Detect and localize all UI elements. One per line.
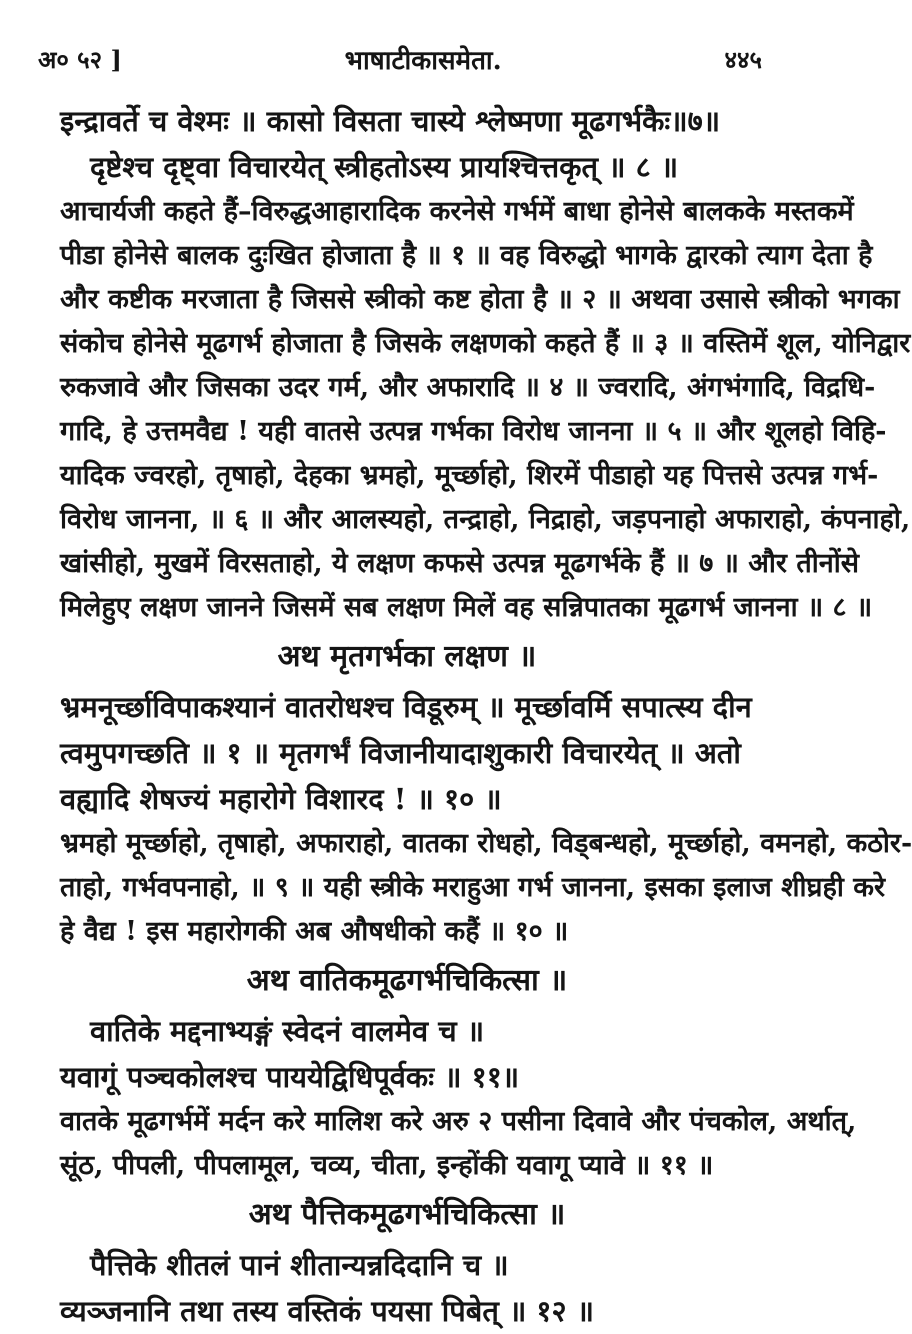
page-number: ४४५ (724, 44, 762, 74)
section-heading: अथ पैत्तिकमूढगर्भचिकित्सा ॥ (248, 1197, 566, 1232)
verse-line: त्वमुपगच्छति ॥ १ ॥ मृतगर्भं विजानीयादाशुकारी विचारयेत् ॥ अतो (60, 736, 741, 770)
verse-line: वह्यादि शेषज्यं महारोगे विशारद ! ॥ १० ॥ (60, 782, 502, 816)
commentary-line: विरोध जानना, ॥ ६ ॥ और आलस्यहो, तन्द्राहो, निद्राहो, जड़पनाहो अफाराहो, कंपनाहो, (60, 504, 911, 535)
commentary-block-1 (60, 190, 911, 630)
commentary-block-3 (60, 1100, 857, 1188)
commentary-line: आचार्यजी कहते हैं–विरुद्धआहारादिक करनेसे गर्भमें बाधा होनेसे बालकके मस्तकमें (60, 196, 854, 227)
commentary-line: सूंठ, पीपली, पीपलामूल, चव्य, चीता, इन्होंकी यवागू प्यावे ॥ ११ ॥ (60, 1150, 714, 1181)
commentary-block-2 (60, 822, 912, 954)
verse-block-4 (60, 1242, 754, 1334)
section-heading: अथ वातिकमूढगर्भचिकित्सा ॥ (246, 963, 568, 998)
book-title: भाषाटीकासमेता. (344, 46, 502, 76)
commentary-line: रुकजावे और जिसका उदर गर्म, और अफारादि ॥ ४ ॥ ज्वरादि, अंगभंगादि, विद्रधि- (60, 372, 876, 403)
commentary-line: यादिक ज्वरहो, तृषाहो, देहका भ्रमहो, मूर्च्छाहो, शिरमें पीडाहो यह पित्तसे उत्पन्न गर्भ- (60, 460, 879, 491)
commentary-line: खांसीहो, मुखमें विरसताहो, ये लक्षण कफसे उत्पन्न मूढगर्भके हैं ॥ ७ ॥ और तीनोंसे (60, 548, 859, 579)
commentary-line: हे वैद्य ! इस महारोगकी अब औषधीको कहैं ॥ १० ॥ (60, 916, 569, 947)
verse-line: यवागूं पञ्चकोलश्च पाययेद्विधिपूर्वकः ॥ ११॥ (60, 1060, 520, 1094)
commentary-line: वातके मूढगर्भमें मर्दन करे मालिश करे अरु २ पसीना दिवावे और पंचकोल, अर्थात्, (60, 1106, 857, 1137)
verse-line: व्यञ्जनानि तथा तस्य वस्तिकं पयसा पिबेत् ॥ १२ ॥ (60, 1294, 595, 1328)
verse-line: पैत्तिके शीतलं पानं शीतान्यन्नदिदानि च ॥ (90, 1248, 509, 1282)
verse-block-1 (60, 98, 754, 190)
verse-block-2 (60, 684, 754, 822)
commentary-line: संकोच होनेसे मूढगर्भ होजाता है जिसके लक्षणको कहते हैं ॥ ३ ॥ वस्तिमें शूल, योनिद्वार (60, 328, 911, 359)
verse-line: भ्रमनूर्च्छाविपाकश्यानं वातरोधश्च विडूरुम् ॥ मूर्च्छावर्मि सपात्स्य दीन (60, 690, 752, 724)
verse-block-3 (60, 1008, 754, 1100)
verse-line: वातिके मद्दनाभ्यङ्गं स्वेदनं वालमेव च ॥ (90, 1014, 485, 1048)
commentary-line: मिलेहुए लक्षण जानने जिसमें सब लक्षण मिलें वह सन्निपातका मूढगर्भ जानना ॥ ८ ॥ (60, 592, 873, 623)
section-heading: अथ मृतगर्भका लक्षण ॥ (277, 639, 537, 674)
commentary-line: पीडा होनेसे बालक दुःखित होजाता है ॥ १ ॥ वह विरुद्धो भागके द्वारको त्याग देता है (60, 240, 873, 271)
commentary-line: ताहो, गर्भवपनाहो, ॥ ९ ॥ यही स्त्रीके मराहुआ गर्भ जानना, इसका इलाज शीघ्रही करे (60, 872, 885, 903)
page-body (60, 98, 912, 1334)
running-header (38, 42, 762, 76)
chapter-marker: अ० ५२ ] (38, 44, 122, 74)
commentary-line: गादि, हे उत्तमवैद्य ! यही वातसे उत्पन्न गर्भका विरोध जानना ॥ ५ ॥ और शूलहो विहि- (60, 416, 887, 447)
commentary-line: भ्रमहो मूर्च्छाहो, तृषाहो, अफाराहो, वातका रोधहो, विड्बन्धहो, मूर्च्छाहो, वमनहो, कठोर- (60, 828, 912, 859)
commentary-line: और कष्टीक मरजाता है जिससे स्त्रीको कष्ट होता है ॥ २ ॥ अथवा उसासे स्त्रीको भगका (60, 284, 900, 315)
verse-line: इन्द्रावर्ते च वेश्मः ॥ कासो विसता चास्ये श्लेष्मणा मूढगर्भकैः॥७॥ (60, 104, 721, 138)
verse-line: दृष्टेश्च दृष्ट्वा विचारयेत् स्त्रीहतोऽस्य प्रायश्चित्तकृत् ॥ ८ ॥ (90, 150, 679, 184)
